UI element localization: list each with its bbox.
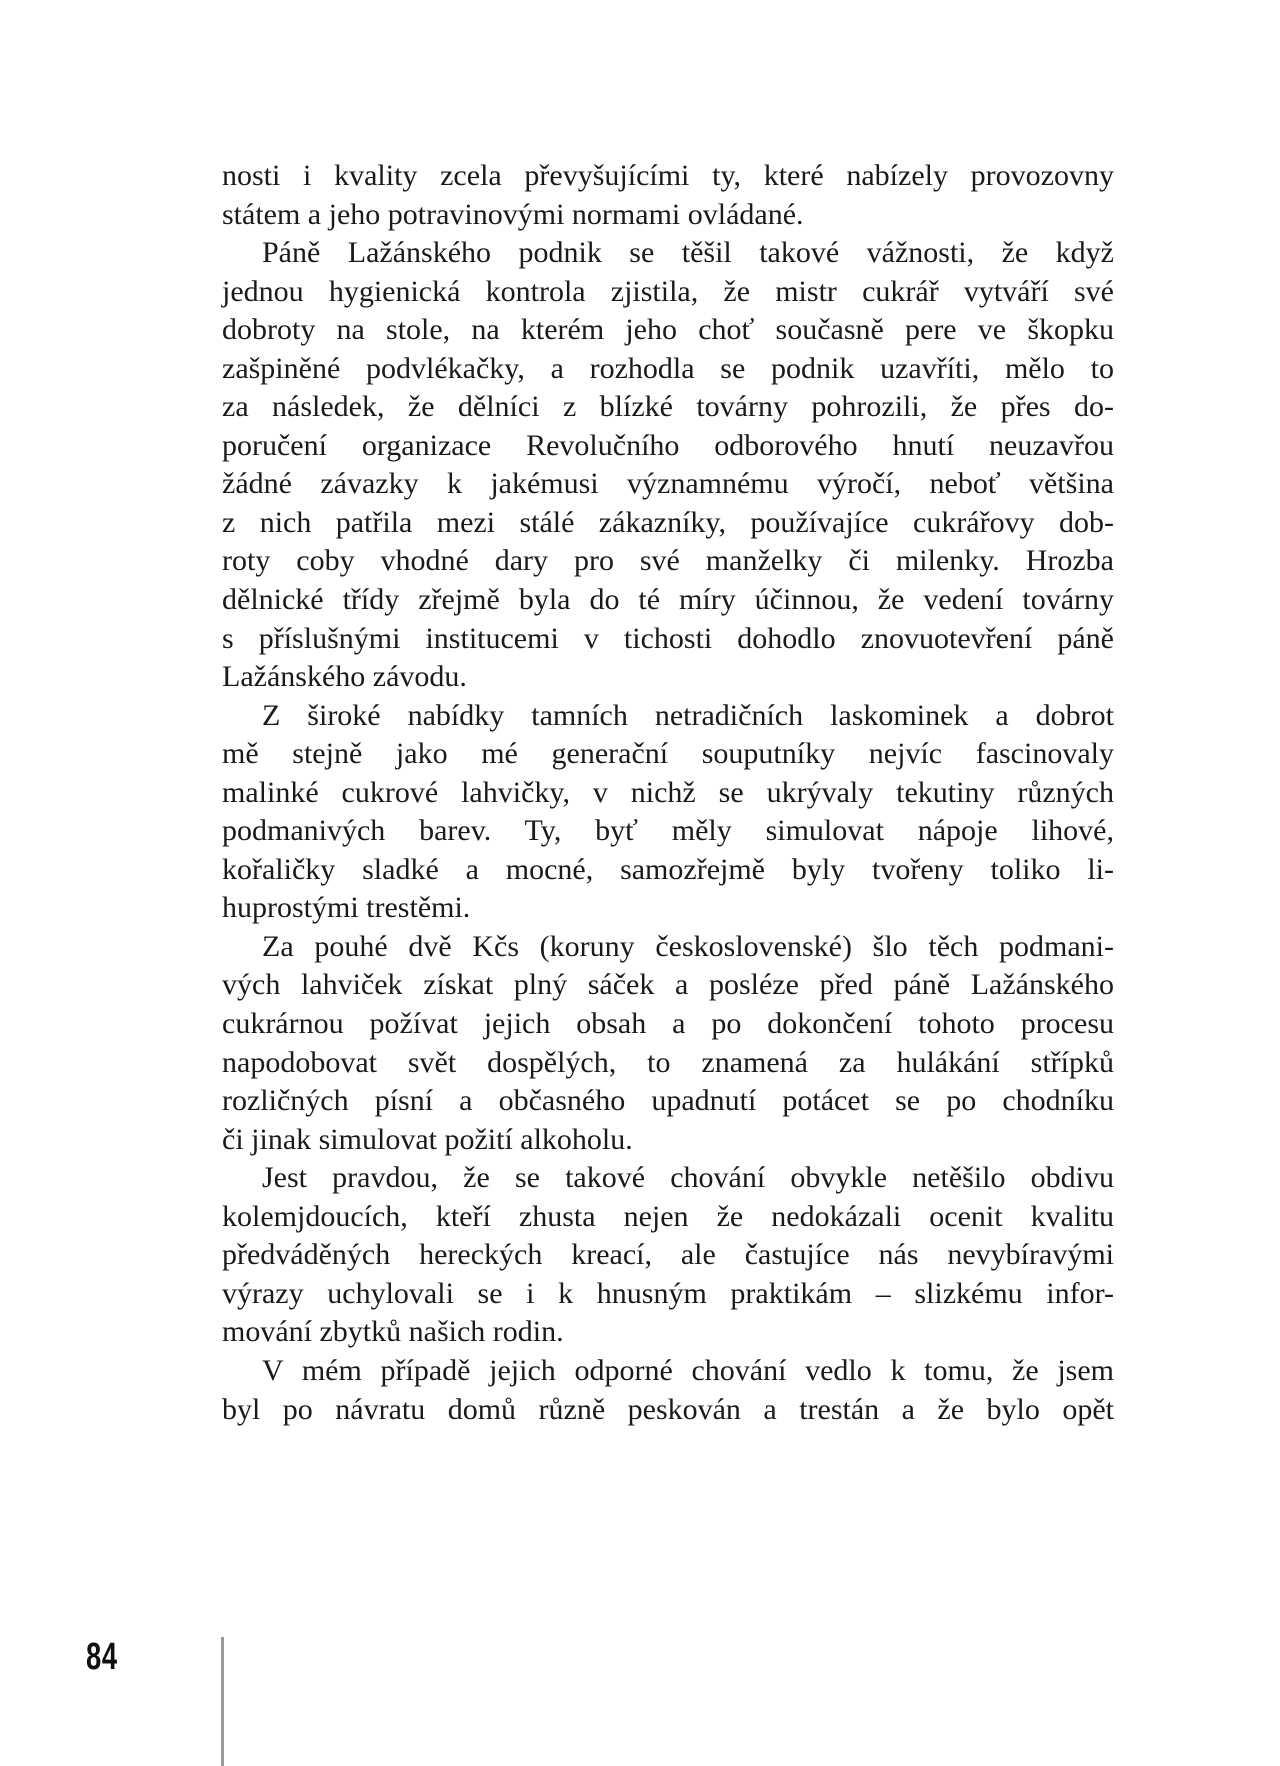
text-line: napodobovat svět dospělých, to znamená za hulákání střípků <box>222 1045 1114 1079</box>
text-line: státem a jeho potravinovými normami ovládané. <box>222 197 804 231</box>
text-line: mě stejně jako mé generační souputníky nejvíc fascinovaly <box>222 737 1114 771</box>
text-line: předváděných hereckých kreací, ale častujíce nás nevybíravými <box>222 1238 1114 1272</box>
margin-rule-divider <box>221 1637 224 1766</box>
text-line: poručení organizace Revolučního odborového hnutí neuzavřou <box>222 428 1114 462</box>
text-line: dělnické třídy zřejmě byla do té míry účinnou, že vedení továrny <box>222 583 1114 617</box>
text-line: mování zbytků našich rodin. <box>222 1315 564 1349</box>
text-line: nosti i kvality zcela převyšujícími ty, které nabízely provozovny <box>222 159 1114 192</box>
text-line: malinké cukrové lahvičky, v nichž se ukrývaly tekutiny různých <box>222 775 1114 809</box>
paragraph-first-line: Za pouhé dvě Kčs (koruny československé) šlo těch podmani- <box>262 929 1114 963</box>
text-line: s příslušnými institucemi v tichosti dohodlo znovuotevření páně <box>222 621 1114 655</box>
text-line: z nich patřila mezi stálé zákazníky, používajíce cukrářovy dob- <box>222 505 1114 539</box>
text-line: vých lahviček získat plný sáček a posléze před páně Lažánského <box>222 968 1114 1002</box>
text-line: zašpiněné podvlékačky, a rozhodla se podnik uzavříti, mělo to <box>222 351 1114 385</box>
paragraph-first-line: Jest pravdou, že se takové chování obvykle netěšilo obdivu <box>262 1161 1114 1195</box>
text-line: podmanivých barev. Ty, byť měly simulovat nápoje lihové, <box>222 814 1114 848</box>
page-number: 84 <box>86 1636 118 1678</box>
text-line: cukrárnou požívat jejich obsah a po dokončení tohoto procesu <box>222 1007 1114 1041</box>
text-line: žádné závazky k jakémusi významnému výročí, neboť většina <box>222 467 1114 501</box>
text-line: výrazy uchylovali se i k hnusným praktikám – slizkému infor- <box>222 1276 1114 1310</box>
text-line: huprostými trestěmi. <box>222 891 471 925</box>
paragraph-first-line: Z široké nabídky tamních netradičních laskominek a dobrot <box>262 698 1114 732</box>
paragraph-first-line: Páně Lažánského podnik se těšil takové vážnosti, že když <box>262 236 1114 270</box>
body-text <box>222 157 1114 1429</box>
text-line: rozličných písní a občasného upadnutí potácet se po chodníku <box>222 1084 1114 1118</box>
text-line: roty coby vhodné dary pro své manželky či milenky. Hrozba <box>222 544 1114 578</box>
text-line: jednou hygienická kontrola zjistila, že mistr cukrář vytváří své <box>222 274 1114 308</box>
text-line: byl po návratu domů různě peskován a trestán a že bylo opět <box>222 1392 1114 1426</box>
text-line: či jinak simulovat požití alkoholu. <box>222 1122 633 1156</box>
text-line: kořaličky sladké a mocné, samozřejmě byly tvořeny toliko li- <box>222 852 1114 886</box>
text-line: Lažánského závodu. <box>222 660 467 694</box>
text-line: za následek, že dělníci z blízké továrny pohrozili, že přes do- <box>222 390 1114 424</box>
text-line: kolemjdoucích, kteří zhusta nejen že nedokázali ocenit kvalitu <box>222 1199 1114 1233</box>
text-line: dobroty na stole, na kterém jeho choť současně pere ve škopku <box>222 313 1114 347</box>
paragraph-first-line: V mém případě jejich odporné chování vedlo k tomu, že jsem <box>262 1353 1114 1387</box>
